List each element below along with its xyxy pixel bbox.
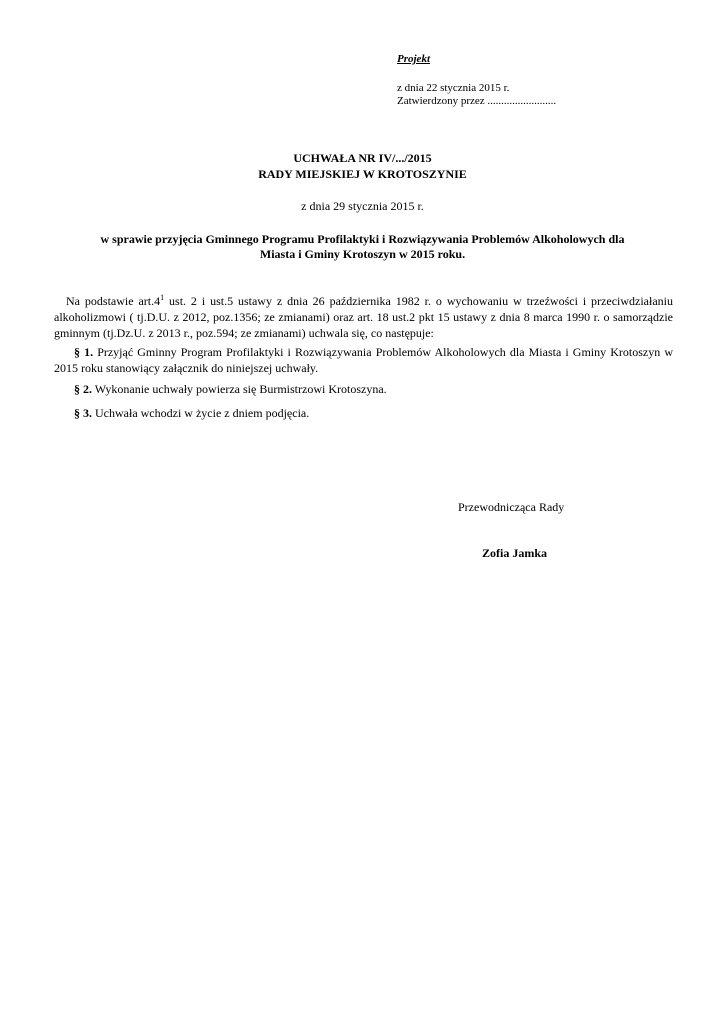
draft-date: z dnia 22 stycznia 2015 r. xyxy=(397,82,510,94)
signature-role: Przewodnicząca Rady xyxy=(458,500,565,514)
superscript-marker: 1 xyxy=(160,293,165,302)
resolution-subject xyxy=(0,232,725,262)
section-2 xyxy=(54,381,673,397)
legal-basis-paragraph xyxy=(54,293,673,341)
section-1 xyxy=(54,344,673,376)
section-number: § 1. xyxy=(74,345,94,359)
section-text: Wykonanie uchwały powierza się Burmistrzowi Krotoszyna. xyxy=(92,382,387,396)
resolution-title: UCHWAŁA NR IV/.../2015 xyxy=(293,151,432,165)
section-3 xyxy=(54,405,673,421)
signature-name: Zofia Jamka xyxy=(482,546,548,560)
subject-line-1: w sprawie przyjęcia Gminnego Programu Profilaktyki i Rozwiązywania Problemów Alkoholowych dla xyxy=(100,232,625,246)
subject-line-2: Miasta i Gminy Krotoszyn w 2015 roku. xyxy=(259,247,466,261)
approved-by: Zatwierdzony przez ......................... xyxy=(397,95,557,107)
section-number: § 2. xyxy=(74,382,92,396)
council-name: RADY MIEJSKIEJ W KROTOSZYNIE xyxy=(258,167,467,181)
section-text: Uchwała wchodzi w życie z dniem podjęcia. xyxy=(92,406,310,420)
legal-basis-rest: ust. 2 i ust.5 ustawy z dnia 26 października 1982 r. o wychowaniu w trzeźwości i przeciwdziałaniu alkoholizmowi ( tj.D.U. z 2012, poz.1356; ze zmianami) oraz art. 18 ust.2 pkt 15 ustawy z dnia 8 marca 1990 r. o samorządzie gminnym (tj.Dz.U. z 2013 r., poz.594; ze zmianami) uchwala się, co następuje: xyxy=(54,294,674,340)
section-text: Przyjąć Gminny Program Profilaktyki i Rozwiązywania Problemów Alkoholowych dla Miasta i Gminy Krotoszyn w 2015 roku stanowiący załącznik do niniejszej uchwały. xyxy=(54,345,673,375)
resolution-date: z dnia 29 stycznia 2015 r. xyxy=(301,199,424,213)
section-number: § 3. xyxy=(74,406,92,420)
legal-basis-start: Na podstawie art.4 xyxy=(66,294,161,308)
project-label: Projekt xyxy=(397,53,430,65)
